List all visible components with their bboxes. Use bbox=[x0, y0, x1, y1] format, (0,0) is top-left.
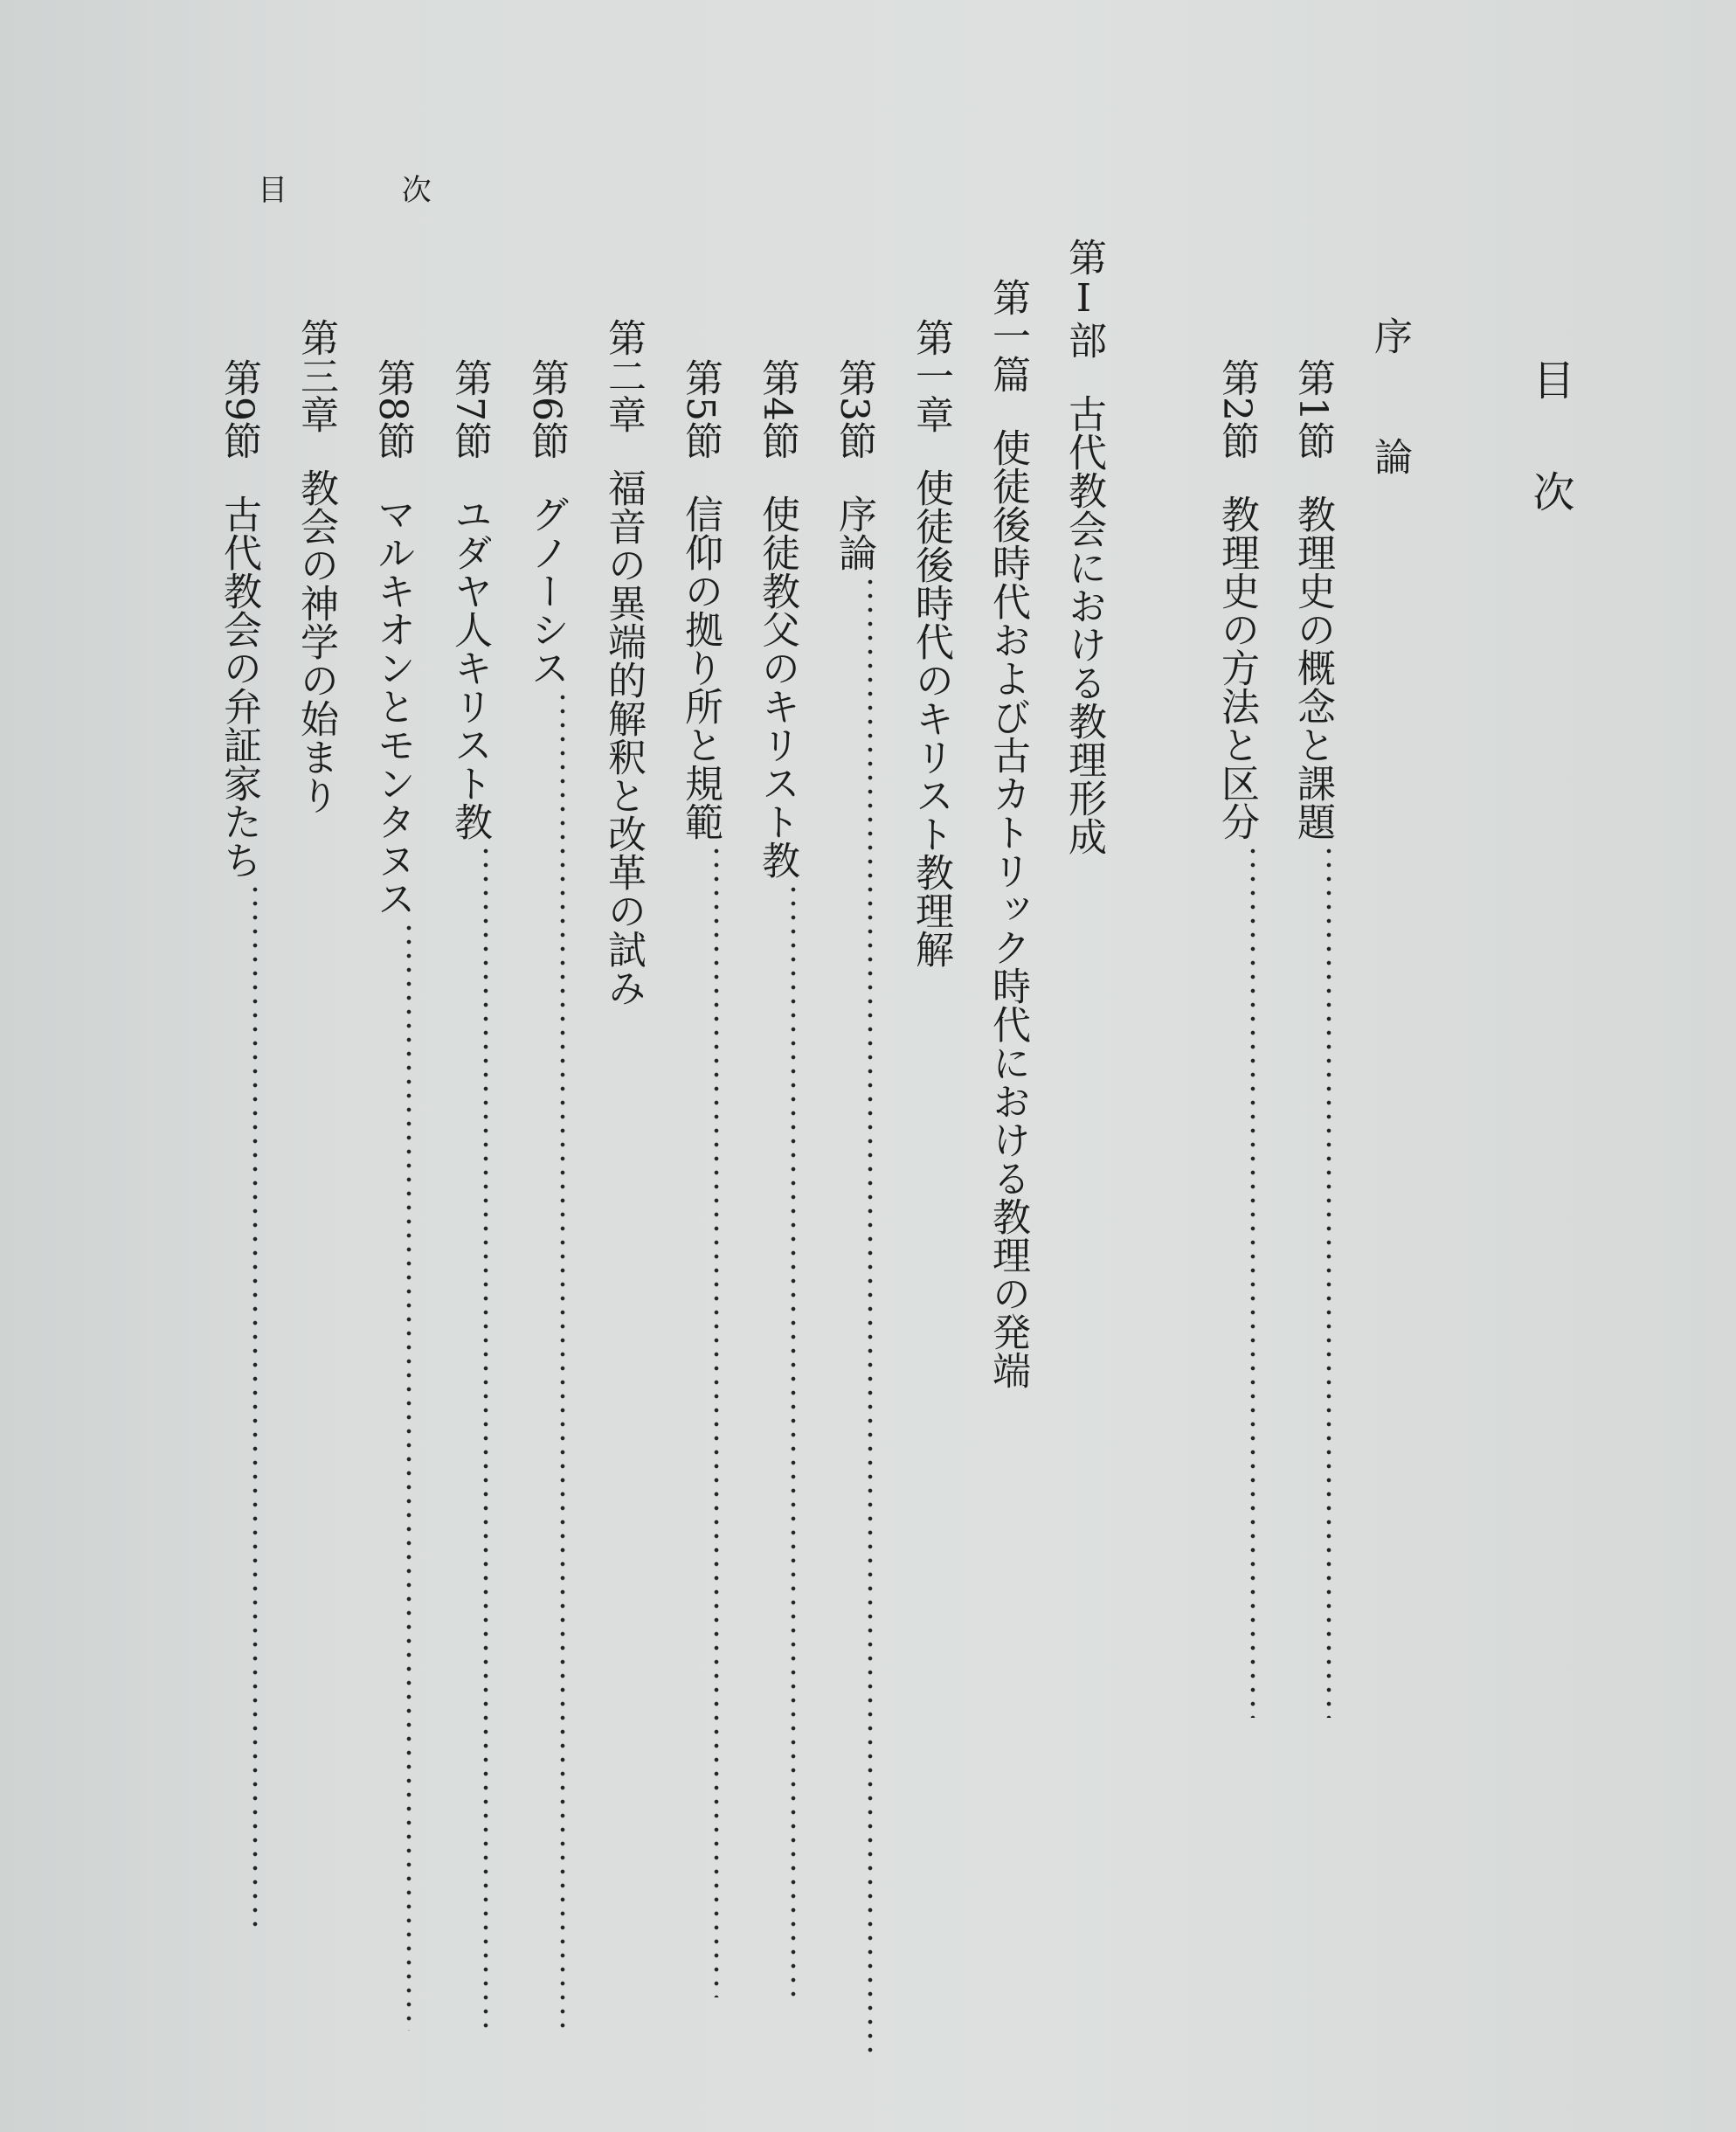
toc-entry-ron bbox=[1367, 437, 1412, 475]
toc-entry-number: 第一章 bbox=[909, 318, 953, 433]
toc-entry-chapter-1[interactable] bbox=[909, 318, 953, 968]
toc-entry-s8[interactable] bbox=[370, 358, 415, 2031]
dot-leader bbox=[714, 844, 719, 1997]
dot-leader bbox=[560, 690, 565, 2036]
dot-leader bbox=[252, 883, 258, 1931]
toc-entry-number: 第3節 bbox=[832, 358, 876, 460]
toc-entry-part-1[interactable] bbox=[1062, 238, 1106, 855]
toc-entry-hen-1[interactable] bbox=[986, 278, 1030, 1389]
toc-entry-number: 第7節 bbox=[447, 358, 492, 460]
toc-entry-s1[interactable] bbox=[1290, 358, 1335, 1718]
toc-entry-title: 序論 bbox=[832, 495, 876, 571]
toc-entry-jo bbox=[1367, 316, 1412, 355]
toc-entry-chapter-3[interactable] bbox=[294, 318, 338, 814]
toc-entry-number: 第6節 bbox=[524, 358, 569, 460]
toc-entry-s4[interactable] bbox=[755, 358, 799, 2001]
toc-entry-s3[interactable] bbox=[832, 358, 876, 2060]
page-title-char-2: 次 bbox=[1525, 470, 1574, 512]
dot-leader bbox=[868, 575, 873, 2060]
toc-entry-title: 古代教会における教理形成 bbox=[1062, 394, 1106, 855]
toc-entry-title: 使徒教父のキリスト教 bbox=[755, 495, 799, 879]
toc-entry-number: 論 bbox=[1367, 437, 1412, 475]
toc-entry-s5[interactable] bbox=[678, 358, 723, 1997]
toc-entry-title: ユダヤ人キリスト教 bbox=[447, 495, 492, 841]
dot-leader bbox=[791, 883, 796, 2001]
toc-entry-number: 第Ⅰ部 bbox=[1062, 238, 1106, 359]
toc-entry-number: 第8節 bbox=[370, 358, 415, 460]
dot-leader bbox=[483, 844, 488, 2032]
toc-entry-title: 教理史の概念と課題 bbox=[1290, 495, 1335, 841]
toc-entry-s9[interactable] bbox=[217, 358, 261, 1931]
dot-leader bbox=[406, 921, 412, 2031]
toc-entry-title: 信仰の拠り所と規範 bbox=[678, 495, 723, 841]
toc-entry-number: 序 bbox=[1367, 316, 1412, 355]
toc-entry-number: 第二章 bbox=[601, 318, 646, 433]
toc-entry-number: 第三章 bbox=[294, 318, 338, 433]
toc-entry-title: 福音の異端的解釈と改革の試み bbox=[601, 468, 646, 1007]
toc-entry-title: グノーシス bbox=[524, 495, 569, 687]
toc-entry-number: 第5節 bbox=[678, 358, 723, 460]
toc-entry-s6[interactable] bbox=[524, 358, 569, 2036]
toc-entry-number: 第1節 bbox=[1290, 358, 1335, 460]
toc-entry-chapter-2[interactable] bbox=[601, 318, 646, 1007]
toc-entry-title: 使徒後時代および古カトリック時代における教理の発端 bbox=[986, 428, 1030, 1389]
toc-entry-number: 第4節 bbox=[755, 358, 799, 460]
toc-entry-number: 第一篇 bbox=[986, 278, 1030, 393]
toc-entry-title: マルキオンとモンタヌス bbox=[370, 495, 415, 917]
toc-entry-number: 第9節 bbox=[217, 358, 261, 460]
running-head: 目 次 bbox=[258, 173, 484, 208]
dot-leader bbox=[1250, 844, 1255, 1718]
toc-entry-number: 第2節 bbox=[1214, 358, 1259, 460]
dot-leader bbox=[1326, 844, 1331, 1718]
toc-entry-s2[interactable] bbox=[1214, 358, 1259, 1718]
page-title bbox=[1520, 358, 1580, 512]
page-title-char-1: 目 bbox=[1525, 358, 1574, 400]
toc-entry-title: 古代教会の弁証家たち bbox=[217, 495, 261, 879]
toc-entry-title: 教会の神学の始まり bbox=[294, 468, 338, 814]
toc-entry-s7[interactable] bbox=[447, 358, 492, 2032]
toc-entry-title: 教理史の方法と区分 bbox=[1214, 495, 1259, 841]
toc-entry-title: 使徒後時代のキリスト教理解 bbox=[909, 468, 953, 968]
